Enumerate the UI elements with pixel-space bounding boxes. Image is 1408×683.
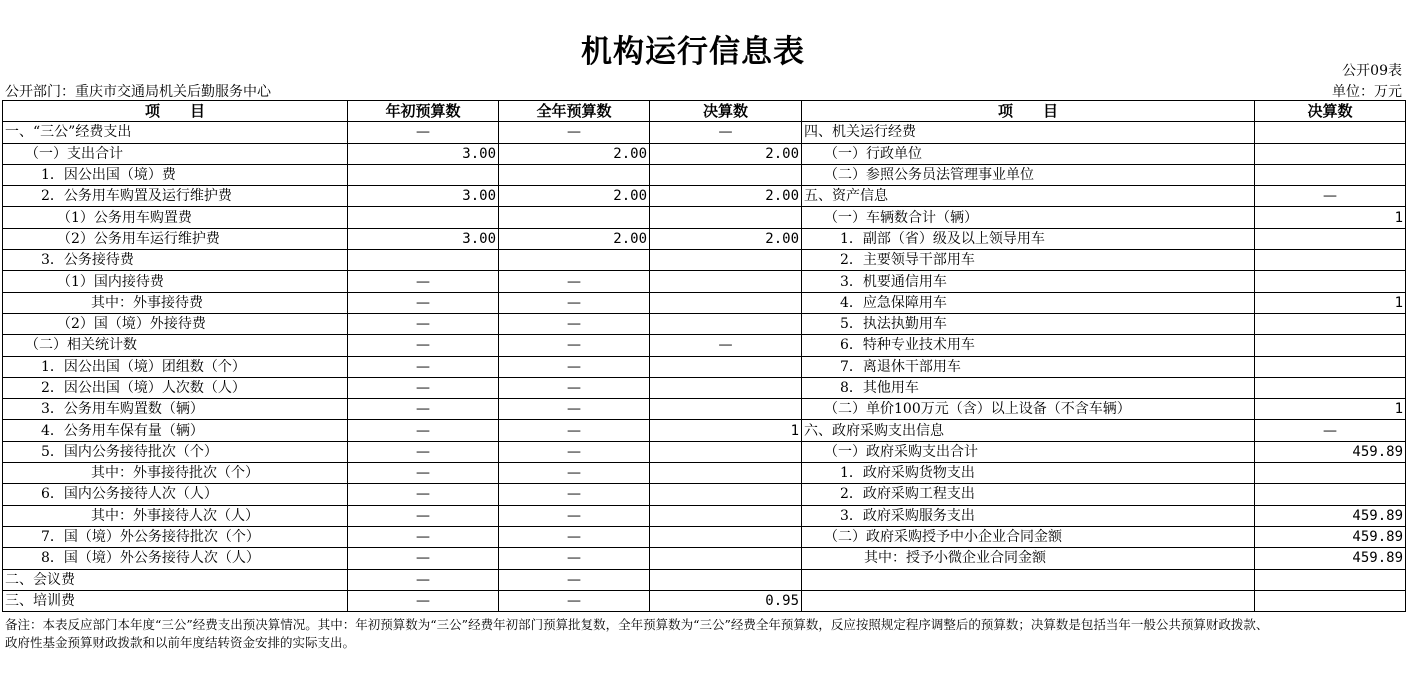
final-right-cell: 459.89 [1255,526,1406,547]
table-row [3,590,1406,611]
final-left-cell [650,271,802,292]
header-budget-full: 全年预算数 [499,101,650,122]
final-right-cell [1255,569,1406,590]
final-left-cell: — [650,335,802,356]
budget-initial-cell: — [348,292,499,313]
item-label-right: 1．政府采购货物支出 [802,463,1255,484]
budget-full-cell: — [499,399,650,420]
item-label-right: 其中：授予小微企业合同金额 [802,548,1255,569]
budget-initial-cell: — [348,548,499,569]
final-left-cell: 1 [650,420,802,441]
final-right-cell: 1 [1255,399,1406,420]
final-right-cell [1255,228,1406,249]
item-label-right: 2．主要领导干部用车 [802,250,1255,271]
footnote-line-1: 备注：本表反应部门本年度“三公”经费支出预决算情况。其中：年初预算数为“三公”经费年初部门预算批复数，全年预算数为“三公”经费全年预算数，反应按照规定程序调整后的预算数；决算数是包括当年一般公共预算财政拨款、 [5,617,1269,632]
item-label: 一、“三公”经费支出 [3,122,348,143]
final-right-cell [1255,271,1406,292]
budget-initial-cell: — [348,526,499,547]
table-row [3,186,1406,207]
final-right-cell: 1 [1255,207,1406,228]
item-label-right: 3．机要通信用车 [802,271,1255,292]
item-label: 2．因公出国（境）人次数（人） [3,377,348,398]
item-label: （2）公务用车运行维护费 [3,228,348,249]
header-budget-initial: 年初预算数 [348,101,499,122]
footnote [5,616,1405,652]
final-left-cell [650,356,802,377]
header-final-right: 决算数 [1255,101,1406,122]
budget-full-cell: — [499,122,650,143]
budget-initial-cell: 3.00 [348,143,499,164]
final-left-cell: — [650,122,802,143]
table-row [3,250,1406,271]
budget-full-cell: — [499,335,650,356]
budget-full-cell: — [499,441,650,462]
budget-full-cell: — [499,590,650,611]
table-row [3,356,1406,377]
budget-full-cell [499,250,650,271]
budget-initial-cell [348,207,499,228]
budget-full-cell: — [499,356,650,377]
budget-initial-cell: — [348,484,499,505]
table-row [3,228,1406,249]
final-right-cell [1255,250,1406,271]
table-row [3,441,1406,462]
budget-initial-cell: — [348,463,499,484]
item-label-right: （二）政府采购授予中小企业合同金额 [802,526,1255,547]
final-right-cell: 459.89 [1255,441,1406,462]
final-right-cell [1255,463,1406,484]
budget-initial-cell: — [348,356,499,377]
item-label-right: 2．政府采购工程支出 [802,484,1255,505]
final-left-cell [650,463,802,484]
item-label: 8．国（境）外公务接待人次（人） [3,548,348,569]
page-title: 机构运行信息表 [581,34,805,70]
final-right-cell [1255,484,1406,505]
final-right-cell [1255,590,1406,611]
final-left-cell [650,548,802,569]
item-label-right: （二）单价100万元（含）以上设备（不含车辆） [802,399,1255,420]
final-left-cell [650,399,802,420]
budget-full-cell: — [499,377,650,398]
table-row [3,164,1406,185]
final-right-cell [1255,122,1406,143]
final-right-cell [1255,313,1406,334]
budget-initial-cell: — [348,271,499,292]
budget-initial-cell: — [348,377,499,398]
table-row [3,526,1406,547]
final-left-cell [650,250,802,271]
table-row [3,505,1406,526]
budget-full-cell: — [499,548,650,569]
item-label-right: 1．副部（省）级及以上领导用车 [802,228,1255,249]
item-label-right: 6．特种专业技术用车 [802,335,1255,356]
unit-label: 单位：万元 [1332,84,1402,100]
budget-initial-cell: — [348,420,499,441]
final-right-cell: 459.89 [1255,505,1406,526]
budget-initial-cell: 3.00 [348,186,499,207]
item-label: 其中：外事接待人次（人） [3,505,348,526]
item-label: （二）相关统计数 [3,335,348,356]
final-left-cell: 0.95 [650,590,802,611]
budget-full-cell: — [499,271,650,292]
final-left-cell: 2.00 [650,143,802,164]
final-left-cell [650,569,802,590]
item-label: 1．因公出国（境）团组数（个） [3,356,348,377]
table-row [3,548,1406,569]
table-row [3,463,1406,484]
item-label-right: （二）参照公务员法管理事业单位 [802,164,1255,185]
item-label: （2）国（境）外接待费 [3,313,348,334]
final-left-cell [650,505,802,526]
item-label-right [802,590,1255,611]
item-label-right: 六、政府采购支出信息 [802,420,1255,441]
table-row [3,143,1406,164]
item-label: 4．公务用车保有量（辆） [3,420,348,441]
final-left-cell [650,377,802,398]
table-row [3,399,1406,420]
final-right-cell: 459.89 [1255,548,1406,569]
item-label: （1）公务用车购置费 [3,207,348,228]
table-row [3,484,1406,505]
budget-initial-cell: — [348,590,499,611]
budget-initial-cell [348,164,499,185]
budget-initial-cell [348,250,499,271]
final-right-cell [1255,356,1406,377]
budget-full-cell [499,164,650,185]
table-body [3,122,1406,612]
final-right-cell: 1 [1255,292,1406,313]
form-number: 公开09表 [1342,63,1402,79]
final-right-cell: — [1255,186,1406,207]
item-label-right: 五、资产信息 [802,186,1255,207]
budget-full-cell: — [499,463,650,484]
table-row [3,420,1406,441]
department-label: 公开部门：重庆市交通局机关后勤服务中心 [5,84,271,100]
item-label-right: 8．其他用车 [802,377,1255,398]
item-label-right: 4．应急保障用车 [802,292,1255,313]
header-item-right: 项 目 [802,101,1255,122]
table-row [3,292,1406,313]
item-label-right: 7．离退休干部用车 [802,356,1255,377]
table-row [3,313,1406,334]
final-right-cell: — [1255,420,1406,441]
item-label: 5．国内公务接待批次（个） [3,441,348,462]
budget-full-cell: — [499,526,650,547]
final-left-cell: 2.00 [650,186,802,207]
final-right-cell [1255,143,1406,164]
final-left-cell [650,484,802,505]
budget-initial-cell: — [348,441,499,462]
item-label: 2．公务用车购置及运行维护费 [3,186,348,207]
final-left-cell [650,313,802,334]
footnote-line-2: 政府性基金预算财政拨款和以前年度结转资金安排的实际支出。 [5,635,356,650]
budget-full-cell: — [499,505,650,526]
final-left-cell [650,441,802,462]
budget-full-cell: — [499,569,650,590]
header-item-left: 项 目 [3,101,348,122]
table-row [3,569,1406,590]
item-label: 3．公务用车购置数（辆） [3,399,348,420]
final-left-cell: 2.00 [650,228,802,249]
final-left-cell [650,292,802,313]
budget-initial-cell: — [348,399,499,420]
item-label: 其中：外事接待批次（个） [3,463,348,484]
budget-initial-cell: — [348,122,499,143]
item-label: 1．因公出国（境）费 [3,164,348,185]
table-header-row [3,101,1406,122]
budget-initial-cell: — [348,569,499,590]
item-label-right [802,569,1255,590]
table-row [3,271,1406,292]
item-label: 二、会议费 [3,569,348,590]
item-label-right: （一）车辆数合计（辆） [802,207,1255,228]
final-right-cell [1255,335,1406,356]
item-label: （1）国内接待费 [3,271,348,292]
table-row [3,377,1406,398]
budget-initial-cell: 3.00 [348,228,499,249]
item-label: 其中：外事接待费 [3,292,348,313]
header-final-left: 决算数 [650,101,802,122]
item-label: （一）支出合计 [3,143,348,164]
budget-initial-cell: — [348,335,499,356]
budget-full-cell: — [499,313,650,334]
budget-full-cell: 2.00 [499,186,650,207]
item-label-right: 5．执法执勤用车 [802,313,1255,334]
item-label-right: （一）政府采购支出合计 [802,441,1255,462]
final-right-cell [1255,377,1406,398]
budget-full-cell: 2.00 [499,143,650,164]
operation-info-table [2,100,1406,612]
item-label-right: 四、机关运行经费 [802,122,1255,143]
budget-full-cell: — [499,420,650,441]
table-row [3,335,1406,356]
final-left-cell [650,526,802,547]
item-label: 7．国（境）外公务接待批次（个） [3,526,348,547]
item-label: 3．公务接待费 [3,250,348,271]
item-label: 6．国内公务接待人次（人） [3,484,348,505]
item-label-right: （一）行政单位 [802,143,1255,164]
final-left-cell [650,207,802,228]
final-left-cell [650,164,802,185]
budget-full-cell: — [499,292,650,313]
item-label-right: 3．政府采购服务支出 [802,505,1255,526]
table-row [3,207,1406,228]
budget-initial-cell: — [348,505,499,526]
item-label: 三、培训费 [3,590,348,611]
budget-full-cell [499,207,650,228]
budget-full-cell: — [499,484,650,505]
final-right-cell [1255,164,1406,185]
budget-initial-cell: — [348,313,499,334]
budget-full-cell: 2.00 [499,228,650,249]
table-row [3,122,1406,143]
